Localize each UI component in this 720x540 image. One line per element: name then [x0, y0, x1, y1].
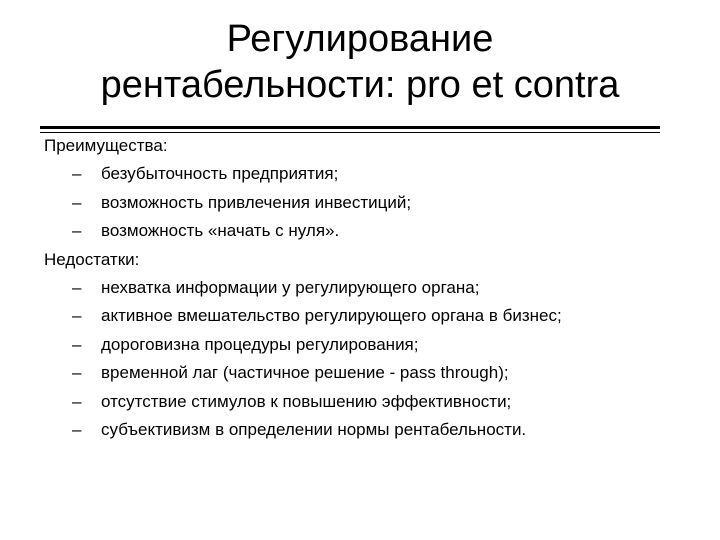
advantages-list	[44, 160, 684, 246]
list-item	[44, 388, 684, 417]
title-line-1: Регулирование	[226, 18, 494, 60]
title-line-2: рентабельности: pro et contra	[100, 64, 620, 106]
list-item-text: возможность «начать с нуля».	[101, 221, 340, 240]
advantages-heading: Преимущества:	[44, 136, 168, 155]
list-item	[44, 302, 684, 331]
list-item	[44, 359, 684, 388]
slide-title	[40, 16, 680, 108]
list-item	[44, 189, 684, 218]
list-item-text: активное вмешательство регулирующего органа в бизнес;	[101, 306, 562, 325]
disadvantages-heading: Недостатки:	[44, 249, 140, 269]
dash-bullet: –	[72, 277, 82, 297]
disadvantages-list	[44, 274, 684, 445]
title-divider-thick	[40, 126, 660, 129]
list-item-text: временной лаг (частичное решение - pass through);	[101, 363, 509, 382]
list-item	[44, 274, 684, 303]
dash-bullet: –	[72, 391, 82, 411]
list-item	[44, 331, 684, 360]
list-item	[44, 416, 684, 445]
list-item	[44, 217, 684, 246]
dash-bullet: –	[72, 192, 82, 212]
list-item-text: дороговизна процедуры регулирования;	[101, 334, 419, 354]
dash-bullet: –	[72, 164, 82, 183]
slide-body	[44, 132, 684, 445]
dash-bullet: –	[72, 420, 82, 439]
dash-bullet: –	[72, 221, 82, 240]
list-item	[44, 160, 684, 189]
dash-bullet: –	[72, 306, 82, 325]
dash-bullet: –	[72, 334, 82, 354]
list-item-text: отсутствие стимулов к повышению эффективности;	[101, 391, 512, 411]
dash-bullet: –	[72, 363, 82, 382]
list-item-text: нехватка информации у регулирующего органа;	[101, 277, 480, 297]
list-item-text: безубыточность предприятия;	[101, 164, 339, 183]
list-item-text: возможность привлечения инвестиций;	[101, 192, 412, 212]
list-item-text: субъективизм в определении нормы рентабельности.	[101, 420, 527, 439]
